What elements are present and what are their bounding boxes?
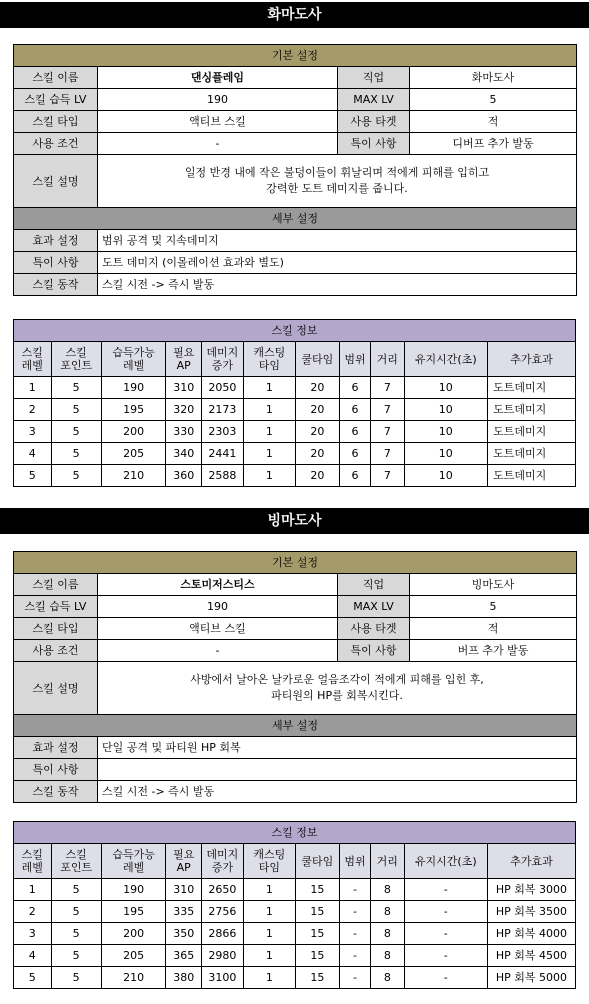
table-cell: 310 bbox=[166, 879, 202, 901]
column-header-line: 레벨 bbox=[122, 861, 145, 874]
table-cell: 5 bbox=[51, 421, 101, 443]
table-cell: 360 bbox=[166, 465, 202, 487]
table-cell: 5 bbox=[51, 465, 101, 487]
table-cell: 6 bbox=[339, 465, 370, 487]
table-row bbox=[14, 945, 576, 967]
learn-lv-label: 스킬 습득 LV bbox=[14, 89, 98, 111]
table-cell: 20 bbox=[295, 377, 339, 399]
special-value: 버프 추가 발동 bbox=[410, 640, 577, 662]
basic-settings-table bbox=[13, 44, 577, 296]
job-label: 직업 bbox=[338, 574, 410, 596]
column-header bbox=[243, 844, 295, 879]
column-header-line: 범위 bbox=[344, 854, 366, 868]
table-cell: 310 bbox=[166, 377, 202, 399]
table-cell: - bbox=[404, 945, 488, 967]
table-cell: 195 bbox=[101, 399, 166, 421]
table-cell: 2173 bbox=[201, 399, 243, 421]
table-cell: HP 회복 3500 bbox=[488, 901, 576, 923]
column-header-line: 스킬 bbox=[65, 346, 87, 359]
table-cell: - bbox=[404, 967, 488, 989]
column-header bbox=[101, 844, 166, 879]
skill-info-table bbox=[13, 319, 576, 487]
table-cell: HP 회복 3000 bbox=[488, 879, 576, 901]
skill-info-header: 스킬 정보 bbox=[14, 822, 576, 844]
table-cell: 도트데미지 bbox=[488, 443, 576, 465]
table-cell: 1 bbox=[243, 901, 295, 923]
action-label: 스킬 동작 bbox=[14, 274, 98, 296]
skill-name-value: 댄싱플레임 bbox=[98, 67, 338, 89]
column-header bbox=[201, 342, 243, 377]
table-cell: 205 bbox=[101, 945, 166, 967]
table-cell: 5 bbox=[51, 879, 101, 901]
column-header-line: 유지시간(초) bbox=[414, 854, 477, 868]
table-cell: HP 회복 4500 bbox=[488, 945, 576, 967]
column-header-line: 쿨타임 bbox=[301, 854, 334, 868]
table-cell: 5 bbox=[14, 465, 52, 487]
table-cell: 340 bbox=[166, 443, 202, 465]
column-header-line: 캐스팅 bbox=[253, 848, 286, 861]
column-header-line: 포인트 bbox=[60, 359, 93, 372]
table-cell: 1 bbox=[243, 465, 295, 487]
column-header bbox=[488, 844, 576, 879]
table-cell: 4 bbox=[14, 945, 52, 967]
table-cell: 7 bbox=[371, 443, 404, 465]
table-cell: 6 bbox=[339, 377, 370, 399]
skill-name-value: 스토미저스티스 bbox=[98, 574, 338, 596]
column-header bbox=[243, 342, 295, 377]
table-cell: 4 bbox=[14, 443, 52, 465]
table-row bbox=[14, 443, 576, 465]
table-cell: 7 bbox=[371, 421, 404, 443]
table-cell: 도트데미지 bbox=[488, 399, 576, 421]
table-cell: 190 bbox=[101, 377, 166, 399]
condition-value: - bbox=[98, 133, 338, 155]
detail-settings-header: 세부 설정 bbox=[14, 208, 577, 230]
condition-label: 사용 조건 bbox=[14, 640, 98, 662]
detail-special-label: 특이 사항 bbox=[14, 252, 98, 274]
table-cell: 200 bbox=[101, 923, 166, 945]
table-cell: 8 bbox=[371, 879, 404, 901]
column-header-line: 필요 bbox=[173, 346, 195, 359]
job-value: 화마도사 bbox=[410, 67, 577, 89]
basic-settings-header: 기본 설정 bbox=[14, 552, 577, 574]
table-cell: - bbox=[339, 923, 370, 945]
table-cell: 도트데미지 bbox=[488, 377, 576, 399]
column-header-line: 포인트 bbox=[60, 861, 93, 874]
column-header bbox=[51, 844, 101, 879]
effect-label: 효과 설정 bbox=[14, 737, 98, 759]
table-cell: 15 bbox=[295, 879, 339, 901]
table-cell: 15 bbox=[295, 901, 339, 923]
table-cell: 7 bbox=[371, 377, 404, 399]
table-cell: 10 bbox=[404, 421, 488, 443]
skill-info-column-row bbox=[14, 844, 576, 879]
column-header-line: 쿨타임 bbox=[301, 352, 334, 366]
table-cell: 2980 bbox=[201, 945, 243, 967]
description-line-2: 강력한 도트 데미지를 줍니다. bbox=[266, 182, 408, 195]
table-cell: - bbox=[404, 879, 488, 901]
description-line-1: 일정 반경 내에 작은 불덩이들이 휘날리며 적에게 피해를 입히고 bbox=[184, 166, 490, 179]
table-cell: 6 bbox=[339, 421, 370, 443]
table-cell: 210 bbox=[101, 967, 166, 989]
column-header bbox=[14, 342, 52, 377]
column-header bbox=[371, 844, 404, 879]
detail-settings-header: 세부 설정 bbox=[14, 715, 577, 737]
skill-type-label: 스킬 타입 bbox=[14, 618, 98, 640]
description-value bbox=[98, 662, 577, 715]
column-header bbox=[14, 844, 52, 879]
table-cell: 2 bbox=[14, 399, 52, 421]
target-value: 적 bbox=[410, 618, 577, 640]
table-cell: 2441 bbox=[201, 443, 243, 465]
effect-value: 단일 공격 및 파티원 HP 회복 bbox=[98, 737, 577, 759]
table-cell: 1 bbox=[243, 399, 295, 421]
column-header-line: 타임 bbox=[258, 861, 280, 874]
table-cell: 380 bbox=[166, 967, 202, 989]
table-cell: 1 bbox=[243, 967, 295, 989]
skill-info-table bbox=[13, 821, 576, 989]
table-cell: 8 bbox=[371, 967, 404, 989]
table-row bbox=[14, 399, 576, 421]
column-header bbox=[488, 342, 576, 377]
table-cell: 1 bbox=[14, 377, 52, 399]
table-row bbox=[14, 967, 576, 989]
column-header-line: 유지시간(초) bbox=[414, 352, 477, 366]
column-header-line: 타임 bbox=[258, 359, 280, 372]
table-cell: 320 bbox=[166, 399, 202, 421]
column-header bbox=[295, 342, 339, 377]
table-cell: 1 bbox=[243, 377, 295, 399]
table-cell: 5 bbox=[51, 443, 101, 465]
table-cell: 2050 bbox=[201, 377, 243, 399]
column-header-line: 스킬 bbox=[65, 848, 87, 861]
column-header-line: AP bbox=[176, 359, 191, 372]
effect-value: 범위 공격 및 지속데미지 bbox=[98, 230, 577, 252]
condition-value: - bbox=[98, 640, 338, 662]
column-header-line: 캐스팅 bbox=[253, 346, 286, 359]
job-value: 빙마도사 bbox=[410, 574, 577, 596]
table-cell: 5 bbox=[51, 945, 101, 967]
table-cell: 1 bbox=[243, 923, 295, 945]
table-cell: 6 bbox=[339, 443, 370, 465]
special-label: 특이 사항 bbox=[338, 133, 410, 155]
description-line-1: 사방에서 날아온 날카로운 얼음조각이 적에게 피해를 입힌 후, bbox=[190, 673, 484, 686]
table-cell: 1 bbox=[243, 879, 295, 901]
column-header-line: 데미지 bbox=[206, 346, 239, 359]
skill-name-label: 스킬 이름 bbox=[14, 67, 98, 89]
table-cell: 10 bbox=[404, 443, 488, 465]
table-cell: 2756 bbox=[201, 901, 243, 923]
table-cell: 3 bbox=[14, 923, 52, 945]
job-label: 직업 bbox=[338, 67, 410, 89]
column-header-line: 습득가능 bbox=[112, 346, 155, 359]
action-value: 스킬 시전 -> 즉시 발동 bbox=[98, 781, 577, 803]
table-cell: 2650 bbox=[201, 879, 243, 901]
column-header-line: 추가효과 bbox=[510, 352, 553, 366]
table-cell: 1 bbox=[243, 421, 295, 443]
table-cell: 1 bbox=[243, 945, 295, 967]
table-cell: HP 회복 5000 bbox=[488, 967, 576, 989]
column-header-line: 스킬 bbox=[21, 848, 43, 861]
table-cell: 10 bbox=[404, 399, 488, 421]
column-header-line: 거리 bbox=[376, 854, 398, 868]
skill-type-value: 액티브 스킬 bbox=[98, 618, 338, 640]
condition-label: 사용 조건 bbox=[14, 133, 98, 155]
column-header-line: 필요 bbox=[173, 848, 195, 861]
table-cell: 7 bbox=[371, 399, 404, 421]
detail-special-label: 특이 사항 bbox=[14, 759, 98, 781]
table-cell: 6 bbox=[339, 399, 370, 421]
table-cell: 335 bbox=[166, 901, 202, 923]
table-row bbox=[14, 421, 576, 443]
table-cell: 5 bbox=[51, 377, 101, 399]
skill-info-header: 스킬 정보 bbox=[14, 320, 576, 342]
column-header bbox=[404, 844, 488, 879]
column-header bbox=[404, 342, 488, 377]
table-cell: 8 bbox=[371, 901, 404, 923]
table-row bbox=[14, 879, 576, 901]
basic-settings-header: 기본 설정 bbox=[14, 45, 577, 67]
max-lv-value: 5 bbox=[410, 596, 577, 618]
table-cell: 15 bbox=[295, 923, 339, 945]
table-cell: 1 bbox=[243, 443, 295, 465]
learn-lv-value: 190 bbox=[98, 89, 338, 111]
column-header-line: 레벨 bbox=[21, 359, 43, 372]
table-cell: 3 bbox=[14, 421, 52, 443]
target-value: 적 bbox=[410, 111, 577, 133]
target-label: 사용 타겟 bbox=[338, 111, 410, 133]
table-cell: 10 bbox=[404, 377, 488, 399]
column-header-line: AP bbox=[176, 861, 191, 874]
table-cell: 205 bbox=[101, 443, 166, 465]
column-header bbox=[51, 342, 101, 377]
column-header-line: 범위 bbox=[344, 352, 366, 366]
column-header-line: 데미지 bbox=[206, 848, 239, 861]
table-cell: - bbox=[339, 945, 370, 967]
table-cell: 210 bbox=[101, 465, 166, 487]
column-header bbox=[166, 844, 202, 879]
table-cell: 도트데미지 bbox=[488, 421, 576, 443]
column-header bbox=[339, 844, 370, 879]
table-row bbox=[14, 923, 576, 945]
table-row bbox=[14, 377, 576, 399]
column-header bbox=[339, 342, 370, 377]
table-cell: - bbox=[339, 901, 370, 923]
table-cell: - bbox=[404, 901, 488, 923]
column-header bbox=[295, 844, 339, 879]
table-cell: 10 bbox=[404, 465, 488, 487]
table-cell: 5 bbox=[14, 967, 52, 989]
section-title: 화마도사 bbox=[0, 2, 589, 28]
table-row bbox=[14, 465, 576, 487]
column-header-line: 레벨 bbox=[21, 861, 43, 874]
description-label: 스킬 설명 bbox=[14, 662, 98, 715]
table-cell: 200 bbox=[101, 421, 166, 443]
detail-special-value: 도트 데미지 (이몰레이션 효과와 별도) bbox=[98, 252, 577, 274]
table-cell: 350 bbox=[166, 923, 202, 945]
table-cell: 8 bbox=[371, 945, 404, 967]
skill-info-column-row bbox=[14, 342, 576, 377]
table-cell: 1 bbox=[14, 879, 52, 901]
action-label: 스킬 동작 bbox=[14, 781, 98, 803]
column-header bbox=[371, 342, 404, 377]
table-cell: - bbox=[404, 923, 488, 945]
description-label: 스킬 설명 bbox=[14, 155, 98, 208]
table-cell: 5 bbox=[51, 967, 101, 989]
max-lv-value: 5 bbox=[410, 89, 577, 111]
table-cell: 15 bbox=[295, 945, 339, 967]
basic-settings-table bbox=[13, 551, 577, 803]
skill-name-label: 스킬 이름 bbox=[14, 574, 98, 596]
table-cell: 330 bbox=[166, 421, 202, 443]
column-header-line: 추가효과 bbox=[510, 854, 553, 868]
skill-type-value: 액티브 스킬 bbox=[98, 111, 338, 133]
column-header bbox=[166, 342, 202, 377]
table-cell: HP 회복 4000 bbox=[488, 923, 576, 945]
table-cell: - bbox=[339, 879, 370, 901]
table-cell: 2303 bbox=[201, 421, 243, 443]
table-cell: 5 bbox=[51, 901, 101, 923]
table-cell: - bbox=[339, 967, 370, 989]
table-cell: 20 bbox=[295, 443, 339, 465]
learn-lv-value: 190 bbox=[98, 596, 338, 618]
table-cell: 15 bbox=[295, 967, 339, 989]
column-header-line: 습득가능 bbox=[112, 848, 155, 861]
skill-type-label: 스킬 타입 bbox=[14, 111, 98, 133]
table-cell: 5 bbox=[51, 399, 101, 421]
table-cell: 2588 bbox=[201, 465, 243, 487]
max-lv-label: MAX LV bbox=[338, 596, 410, 618]
column-header-line: 거리 bbox=[376, 352, 398, 366]
description-value bbox=[98, 155, 577, 208]
max-lv-label: MAX LV bbox=[338, 89, 410, 111]
effect-label: 효과 설정 bbox=[14, 230, 98, 252]
action-value: 스킬 시전 -> 즉시 발동 bbox=[98, 274, 577, 296]
column-header-line: 증가 bbox=[211, 861, 233, 874]
table-cell: 7 bbox=[371, 465, 404, 487]
table-cell: 8 bbox=[371, 923, 404, 945]
special-label: 특이 사항 bbox=[338, 640, 410, 662]
table-cell: 365 bbox=[166, 945, 202, 967]
table-cell: 2 bbox=[14, 901, 52, 923]
description-line-2: 파티원의 HP를 회복시킨다. bbox=[271, 689, 403, 702]
column-header-line: 스킬 bbox=[21, 346, 43, 359]
learn-lv-label: 스킬 습득 LV bbox=[14, 596, 98, 618]
table-cell: 190 bbox=[101, 879, 166, 901]
table-row bbox=[14, 901, 576, 923]
table-cell: 2866 bbox=[201, 923, 243, 945]
table-cell: 5 bbox=[51, 923, 101, 945]
table-cell: 195 bbox=[101, 901, 166, 923]
table-cell: 20 bbox=[295, 421, 339, 443]
detail-special-value bbox=[98, 759, 577, 781]
table-cell: 3100 bbox=[201, 967, 243, 989]
table-cell: 20 bbox=[295, 465, 339, 487]
table-cell: 20 bbox=[295, 399, 339, 421]
table-cell: 도트데미지 bbox=[488, 465, 576, 487]
column-header-line: 증가 bbox=[211, 359, 233, 372]
special-value: 디버프 추가 발동 bbox=[410, 133, 577, 155]
column-header-line: 레벨 bbox=[122, 359, 145, 372]
column-header bbox=[201, 844, 243, 879]
target-label: 사용 타겟 bbox=[338, 618, 410, 640]
column-header bbox=[101, 342, 166, 377]
section-title: 빙마도사 bbox=[0, 508, 589, 534]
